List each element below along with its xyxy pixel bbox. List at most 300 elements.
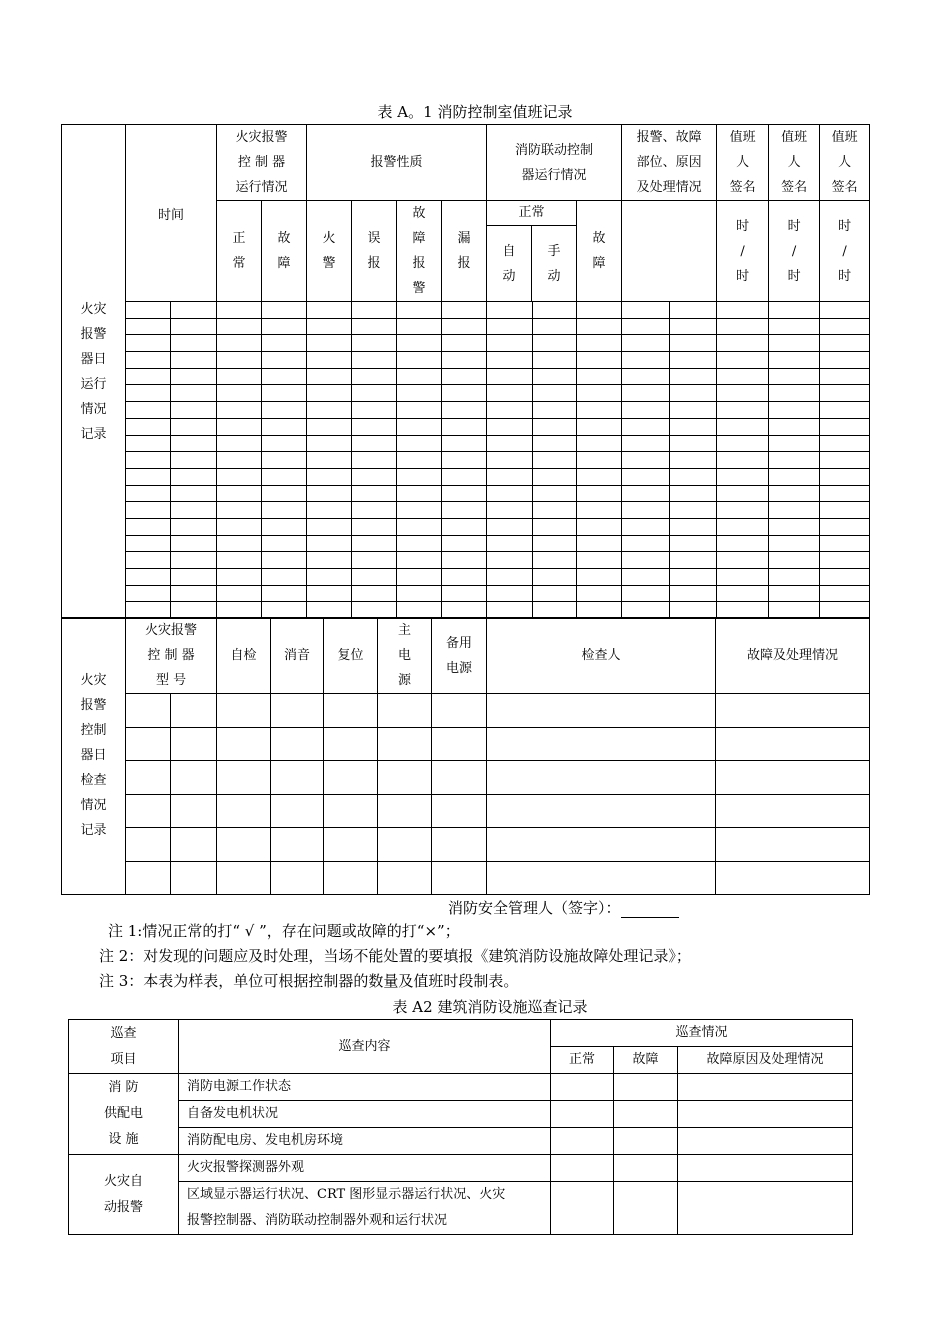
cell[interactable] <box>397 385 442 402</box>
cell[interactable] <box>397 435 442 452</box>
cell[interactable] <box>820 368 870 385</box>
cell[interactable] <box>769 585 820 602</box>
cell[interactable] <box>717 318 769 335</box>
cell[interactable] <box>717 368 769 385</box>
cell[interactable] <box>769 485 820 502</box>
cell[interactable] <box>352 585 397 602</box>
cell[interactable] <box>533 352 577 369</box>
cell[interactable] <box>271 694 324 728</box>
cell[interactable] <box>171 418 217 435</box>
cell[interactable] <box>397 552 442 569</box>
cell[interactable] <box>217 302 262 319</box>
cell[interactable] <box>171 569 217 586</box>
cell[interactable] <box>769 418 820 435</box>
cell[interactable] <box>442 368 487 385</box>
cell[interactable] <box>820 552 870 569</box>
cell[interactable] <box>670 552 717 569</box>
cell[interactable] <box>378 861 432 895</box>
cell[interactable] <box>126 727 171 761</box>
cell[interactable] <box>262 318 307 335</box>
cell[interactable] <box>352 435 397 452</box>
cell[interactable] <box>533 468 577 485</box>
cell[interactable] <box>533 485 577 502</box>
cell[interactable] <box>442 468 487 485</box>
cell[interactable] <box>397 518 442 535</box>
cell[interactable] <box>551 1182 614 1235</box>
cell[interactable] <box>352 502 397 519</box>
cell[interactable] <box>217 569 262 586</box>
cell[interactable] <box>577 552 622 569</box>
cell[interactable] <box>432 694 487 728</box>
cell[interactable] <box>352 485 397 502</box>
cell[interactable] <box>307 535 352 552</box>
cell[interactable] <box>432 761 487 795</box>
cell[interactable] <box>442 402 487 419</box>
cell[interactable] <box>820 318 870 335</box>
cell[interactable] <box>577 502 622 519</box>
cell[interactable] <box>487 318 533 335</box>
cell[interactable] <box>217 385 262 402</box>
cell[interactable] <box>820 302 870 319</box>
cell[interactable] <box>217 761 271 795</box>
cell[interactable] <box>820 569 870 586</box>
cell[interactable] <box>717 435 769 452</box>
cell[interactable] <box>622 352 670 369</box>
cell[interactable] <box>614 1155 678 1182</box>
cell[interactable] <box>577 485 622 502</box>
cell[interactable] <box>820 485 870 502</box>
cell[interactable] <box>217 861 271 895</box>
cell[interactable] <box>397 335 442 352</box>
cell[interactable] <box>126 761 171 795</box>
cell[interactable] <box>442 552 487 569</box>
cell[interactable] <box>352 468 397 485</box>
cell[interactable] <box>442 535 487 552</box>
cell[interactable] <box>614 1101 678 1128</box>
cell[interactable] <box>820 352 870 369</box>
cell[interactable] <box>769 335 820 352</box>
cell[interactable] <box>551 1128 614 1155</box>
cell[interactable] <box>126 861 171 895</box>
cell[interactable] <box>622 335 670 352</box>
cell[interactable] <box>262 468 307 485</box>
cell[interactable] <box>577 318 622 335</box>
cell[interactable] <box>352 452 397 469</box>
cell[interactable] <box>217 435 262 452</box>
cell[interactable] <box>126 385 171 402</box>
cell[interactable] <box>307 435 352 452</box>
cell[interactable] <box>820 518 870 535</box>
cell[interactable] <box>577 335 622 352</box>
cell[interactable] <box>487 302 533 319</box>
cell[interactable] <box>670 535 717 552</box>
cell[interactable] <box>352 418 397 435</box>
cell[interactable] <box>217 518 262 535</box>
cell[interactable] <box>670 385 717 402</box>
cell[interactable] <box>271 861 324 895</box>
cell[interactable] <box>717 402 769 419</box>
cell[interactable] <box>126 302 171 319</box>
cell[interactable] <box>324 694 378 728</box>
cell[interactable] <box>769 368 820 385</box>
cell[interactable] <box>171 335 217 352</box>
cell[interactable] <box>217 794 271 828</box>
cell[interactable] <box>670 402 717 419</box>
cell[interactable] <box>716 861 870 895</box>
cell[interactable] <box>397 535 442 552</box>
cell[interactable] <box>614 1074 678 1101</box>
cell[interactable] <box>577 385 622 402</box>
cell[interactable] <box>769 468 820 485</box>
cell[interactable] <box>577 418 622 435</box>
cell[interactable] <box>262 368 307 385</box>
cell[interactable] <box>577 352 622 369</box>
cell[interactable] <box>271 727 324 761</box>
cell[interactable] <box>262 352 307 369</box>
cell[interactable] <box>577 452 622 469</box>
cell[interactable] <box>262 535 307 552</box>
cell[interactable] <box>262 485 307 502</box>
cell[interactable] <box>217 485 262 502</box>
cell[interactable] <box>262 552 307 569</box>
cell[interactable] <box>533 518 577 535</box>
cell[interactable] <box>487 335 533 352</box>
cell[interactable] <box>678 1182 853 1235</box>
cell[interactable] <box>487 828 716 862</box>
cell[interactable] <box>352 302 397 319</box>
cell[interactable] <box>717 502 769 519</box>
cell[interactable] <box>622 368 670 385</box>
cell[interactable] <box>307 302 352 319</box>
cell[interactable] <box>126 468 171 485</box>
cell[interactable] <box>307 335 352 352</box>
cell[interactable] <box>442 585 487 602</box>
cell[interactable] <box>622 318 670 335</box>
cell[interactable] <box>352 335 397 352</box>
cell[interactable] <box>126 485 171 502</box>
cell[interactable] <box>716 694 870 728</box>
cell[interactable] <box>126 452 171 469</box>
cell[interactable] <box>769 435 820 452</box>
cell[interactable] <box>716 727 870 761</box>
cell[interactable] <box>717 535 769 552</box>
cell[interactable] <box>352 535 397 552</box>
cell[interactable] <box>307 502 352 519</box>
cell[interactable] <box>262 518 307 535</box>
cell[interactable] <box>487 368 533 385</box>
cell[interactable] <box>614 1128 678 1155</box>
cell[interactable] <box>262 385 307 402</box>
cell[interactable] <box>397 569 442 586</box>
cell[interactable] <box>769 552 820 569</box>
cell[interactable] <box>820 468 870 485</box>
cell[interactable] <box>126 585 171 602</box>
cell[interactable] <box>670 452 717 469</box>
cell[interactable] <box>126 402 171 419</box>
cell[interactable] <box>820 585 870 602</box>
cell[interactable] <box>487 535 533 552</box>
cell[interactable] <box>171 828 217 862</box>
cell[interactable] <box>670 318 717 335</box>
cell[interactable] <box>717 552 769 569</box>
cell[interactable] <box>577 518 622 535</box>
cell[interactable] <box>217 318 262 335</box>
cell[interactable] <box>442 452 487 469</box>
cell[interactable] <box>533 402 577 419</box>
cell[interactable] <box>717 468 769 485</box>
cell[interactable] <box>442 418 487 435</box>
cell[interactable] <box>622 518 670 535</box>
cell[interactable] <box>262 302 307 319</box>
cell[interactable] <box>442 318 487 335</box>
cell[interactable] <box>307 385 352 402</box>
cell[interactable] <box>622 418 670 435</box>
cell[interactable] <box>307 318 352 335</box>
cell[interactable] <box>262 585 307 602</box>
cell[interactable] <box>820 335 870 352</box>
cell[interactable] <box>397 352 442 369</box>
cell[interactable] <box>622 385 670 402</box>
cell[interactable] <box>217 552 262 569</box>
cell[interactable] <box>577 569 622 586</box>
cell[interactable] <box>307 585 352 602</box>
cell[interactable] <box>487 485 533 502</box>
cell[interactable] <box>307 485 352 502</box>
cell[interactable] <box>397 452 442 469</box>
cell[interactable] <box>397 468 442 485</box>
cell[interactable] <box>217 352 262 369</box>
cell[interactable] <box>487 385 533 402</box>
cell[interactable] <box>670 368 717 385</box>
cell[interactable] <box>352 569 397 586</box>
cell[interactable] <box>271 828 324 862</box>
cell[interactable] <box>324 861 378 895</box>
cell[interactable] <box>352 352 397 369</box>
cell[interactable] <box>678 1101 853 1128</box>
cell[interactable] <box>352 385 397 402</box>
cell[interactable] <box>670 502 717 519</box>
cell[interactable] <box>378 761 432 795</box>
cell[interactable] <box>171 318 217 335</box>
cell[interactable] <box>442 569 487 586</box>
cell[interactable] <box>217 828 271 862</box>
cell[interactable] <box>614 1182 678 1235</box>
cell[interactable] <box>217 402 262 419</box>
cell[interactable] <box>622 585 670 602</box>
cell[interactable] <box>397 585 442 602</box>
cell[interactable] <box>442 485 487 502</box>
cell[interactable] <box>670 569 717 586</box>
cell[interactable] <box>670 302 717 319</box>
cell[interactable] <box>820 418 870 435</box>
cell[interactable] <box>487 452 533 469</box>
cell[interactable] <box>126 535 171 552</box>
cell[interactable] <box>820 502 870 519</box>
cell[interactable] <box>126 335 171 352</box>
cell[interactable] <box>217 502 262 519</box>
cell[interactable] <box>769 402 820 419</box>
cell[interactable] <box>577 368 622 385</box>
cell[interactable] <box>397 402 442 419</box>
cell[interactable] <box>126 569 171 586</box>
cell[interactable] <box>670 435 717 452</box>
cell[interactable] <box>397 418 442 435</box>
cell[interactable] <box>171 861 217 895</box>
cell[interactable] <box>487 694 716 728</box>
cell[interactable] <box>487 468 533 485</box>
cell[interactable] <box>716 761 870 795</box>
cell[interactable] <box>352 402 397 419</box>
cell[interactable] <box>378 828 432 862</box>
cell[interactable] <box>769 452 820 469</box>
cell[interactable] <box>307 452 352 469</box>
cell[interactable] <box>442 302 487 319</box>
cell[interactable] <box>126 694 171 728</box>
cell[interactable] <box>262 402 307 419</box>
cell[interactable] <box>397 502 442 519</box>
cell[interactable] <box>171 585 217 602</box>
cell[interactable] <box>307 518 352 535</box>
cell[interactable] <box>352 368 397 385</box>
cell[interactable] <box>622 569 670 586</box>
cell[interactable] <box>217 694 271 728</box>
cell[interactable] <box>126 352 171 369</box>
cell[interactable] <box>487 552 533 569</box>
cell[interactable] <box>171 794 217 828</box>
cell[interactable] <box>324 727 378 761</box>
cell[interactable] <box>487 569 533 586</box>
cell[interactable] <box>262 502 307 519</box>
cell[interactable] <box>262 335 307 352</box>
cell[interactable] <box>717 518 769 535</box>
cell[interactable] <box>262 452 307 469</box>
cell[interactable] <box>126 518 171 535</box>
cell[interactable] <box>126 794 171 828</box>
cell[interactable] <box>217 727 271 761</box>
cell[interactable] <box>622 485 670 502</box>
cell[interactable] <box>717 585 769 602</box>
cell[interactable] <box>769 352 820 369</box>
cell[interactable] <box>324 761 378 795</box>
cell[interactable] <box>217 468 262 485</box>
cell[interactable] <box>678 1128 853 1155</box>
cell[interactable] <box>577 535 622 552</box>
cell[interactable] <box>622 468 670 485</box>
cell[interactable] <box>397 485 442 502</box>
cell[interactable] <box>487 585 533 602</box>
cell[interactable] <box>487 402 533 419</box>
cell[interactable] <box>533 502 577 519</box>
cell[interactable] <box>769 302 820 319</box>
cell[interactable] <box>717 385 769 402</box>
cell[interactable] <box>397 302 442 319</box>
cell[interactable] <box>769 569 820 586</box>
cell[interactable] <box>533 318 577 335</box>
cell[interactable] <box>307 352 352 369</box>
cell[interactable] <box>551 1155 614 1182</box>
cell[interactable] <box>262 569 307 586</box>
cell[interactable] <box>432 727 487 761</box>
cell[interactable] <box>717 335 769 352</box>
cell[interactable] <box>577 435 622 452</box>
cell[interactable] <box>171 485 217 502</box>
cell[interactable] <box>717 352 769 369</box>
cell[interactable] <box>217 585 262 602</box>
cell[interactable] <box>442 352 487 369</box>
cell[interactable] <box>126 368 171 385</box>
cell[interactable] <box>622 535 670 552</box>
cell[interactable] <box>622 302 670 319</box>
cell[interactable] <box>533 335 577 352</box>
cell[interactable] <box>551 1101 614 1128</box>
cell[interactable] <box>533 368 577 385</box>
cell[interactable] <box>487 861 716 895</box>
cell[interactable] <box>533 302 577 319</box>
cell[interactable] <box>217 335 262 352</box>
cell[interactable] <box>397 368 442 385</box>
cell[interactable] <box>378 694 432 728</box>
cell[interactable] <box>487 435 533 452</box>
cell[interactable] <box>820 435 870 452</box>
cell[interactable] <box>307 552 352 569</box>
cell[interactable] <box>769 318 820 335</box>
cell[interactable] <box>622 552 670 569</box>
cell[interactable] <box>126 502 171 519</box>
cell[interactable] <box>442 335 487 352</box>
cell[interactable] <box>769 502 820 519</box>
cell[interactable] <box>171 727 217 761</box>
signature-line[interactable] <box>621 903 679 918</box>
cell[interactable] <box>716 828 870 862</box>
cell[interactable] <box>442 518 487 535</box>
cell[interactable] <box>487 518 533 535</box>
cell[interactable] <box>622 402 670 419</box>
cell[interactable] <box>622 435 670 452</box>
cell[interactable] <box>171 435 217 452</box>
cell[interactable] <box>171 518 217 535</box>
cell[interactable] <box>378 794 432 828</box>
cell[interactable] <box>622 502 670 519</box>
cell[interactable] <box>670 485 717 502</box>
cell[interactable] <box>487 502 533 519</box>
cell[interactable] <box>262 418 307 435</box>
cell[interactable] <box>378 727 432 761</box>
cell[interactable] <box>352 318 397 335</box>
cell[interactable] <box>126 552 171 569</box>
cell[interactable] <box>717 418 769 435</box>
cell[interactable] <box>442 385 487 402</box>
cell[interactable] <box>717 452 769 469</box>
cell[interactable] <box>171 535 217 552</box>
cell[interactable] <box>171 452 217 469</box>
cell[interactable] <box>171 302 217 319</box>
cell[interactable] <box>217 418 262 435</box>
cell[interactable] <box>533 535 577 552</box>
cell[interactable] <box>487 761 716 795</box>
cell[interactable] <box>442 435 487 452</box>
cell[interactable] <box>217 452 262 469</box>
cell[interactable] <box>670 468 717 485</box>
cell[interactable] <box>307 569 352 586</box>
cell[interactable] <box>670 352 717 369</box>
cell[interactable] <box>217 368 262 385</box>
cell[interactable] <box>820 452 870 469</box>
cell[interactable] <box>171 552 217 569</box>
cell[interactable] <box>171 468 217 485</box>
cell[interactable] <box>487 794 716 828</box>
cell[interactable] <box>171 502 217 519</box>
cell[interactable] <box>432 828 487 862</box>
